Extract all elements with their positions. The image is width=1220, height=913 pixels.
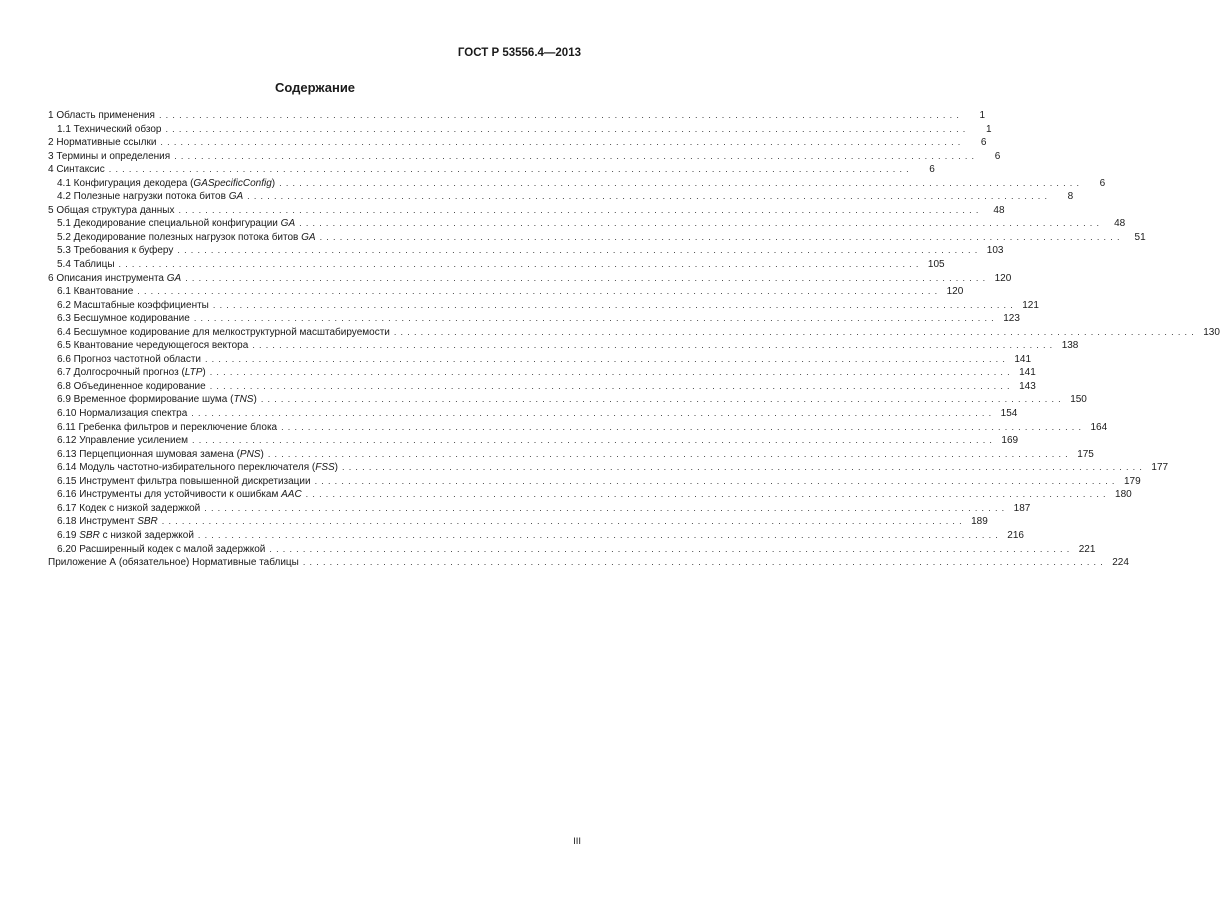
toc-entry-page: 150 xyxy=(1070,394,1087,406)
toc-entry-page: 169 xyxy=(1001,435,1019,447)
toc-entry-page: 189 xyxy=(971,516,988,528)
dot-leader: ........................................................................................................................ xyxy=(209,367,1014,378)
toc-entry-title: 6.15 Инструмент фильтра повышенной дискретизации xyxy=(57,475,311,487)
toc-entry-title: 6.19 SBR с низкой задержкой xyxy=(57,529,194,541)
toc-entry-title: 6 Описания инструмента GA xyxy=(48,272,182,284)
toc-entry[interactable] xyxy=(48,258,945,272)
dot-leader: ........................................................................................................................ xyxy=(209,380,1014,391)
toc-entry-page: 48 xyxy=(1114,218,1126,230)
toc-entry[interactable] xyxy=(48,163,935,177)
dot-leader: ........................................................................................................................ xyxy=(269,543,1074,554)
toc-entry[interactable] xyxy=(48,190,1074,204)
dot-leader: ........................................................................................................................ xyxy=(158,110,964,120)
toc-entry[interactable] xyxy=(48,434,1019,448)
toc-entry-title: 6.4 Бесшумное кодирование для мелкоструктурной масштабируемости xyxy=(57,326,390,338)
toc-entry[interactable] xyxy=(48,461,1169,475)
toc-entry-page: 143 xyxy=(1019,380,1036,392)
toc-entry-title: 6.1 Квантование xyxy=(57,286,134,298)
toc-entry[interactable] xyxy=(48,123,992,137)
toc-entry-page: 121 xyxy=(1022,299,1039,311)
document-header: ГОСТ Р 53556.4—2013 xyxy=(457,47,581,59)
dot-leader: ........................................................................................................................ xyxy=(305,489,1110,500)
toc-entry[interactable] xyxy=(48,475,1141,489)
toc-entry-title: 5.3 Требования к буферу xyxy=(57,245,174,257)
toc-entry[interactable] xyxy=(48,393,1087,407)
toc-entry-title: 6.6 Прогноз частотной области xyxy=(57,353,201,365)
toc-entry-page: 221 xyxy=(1078,543,1096,555)
toc-entry[interactable] xyxy=(48,231,1146,245)
toc-entry-title: 6.7 Долгосрочный прогноз (LTP) xyxy=(57,367,206,379)
toc-entry[interactable] xyxy=(48,244,1004,258)
toc-entry-page: 138 xyxy=(1061,340,1079,352)
toc-entry[interactable] xyxy=(48,109,986,123)
toc-entry-title: 6.8 Объединенное кодирование xyxy=(57,380,206,392)
toc-entry-title: 6.13 Перцепционная шумовая замена (PNS) xyxy=(57,448,264,460)
toc-entry-page: 1 xyxy=(985,123,992,135)
toc-entry[interactable] xyxy=(48,312,1020,326)
dot-leader: ........................................................................................................................ xyxy=(342,462,1147,473)
toc-entry[interactable] xyxy=(48,177,1106,191)
toc-entry-title: 4.1 Конфигурация декодера (GASpecificConfig) xyxy=(57,177,276,189)
toc-entry-page: 1 xyxy=(979,110,986,121)
dot-leader: ........................................................................................................................ xyxy=(193,313,998,324)
toc-entry[interactable] xyxy=(48,272,1012,286)
dot-leader: ........................................................................................................................ xyxy=(247,191,1052,202)
toc-entry-title: Приложение А (обязательное) Нормативные таблицы xyxy=(48,557,299,569)
toc-entry-title: 5.4 Таблицы xyxy=(57,259,115,271)
toc-entry[interactable] xyxy=(48,407,1018,421)
toc-entry-title: 6.2 Масштабные коэффициенты xyxy=(57,299,209,311)
toc-entry[interactable] xyxy=(48,515,988,529)
toc-entry-page: 177 xyxy=(1151,462,1169,474)
toc-entry-title: 4.2 Полезные нагрузки потока битов GA xyxy=(57,191,244,203)
dot-leader: ........................................................................................................................ xyxy=(192,435,997,446)
dot-leader: ........................................................................................................................ xyxy=(165,123,970,134)
toc-entry[interactable] xyxy=(48,529,1024,543)
toc-entry[interactable] xyxy=(48,366,1036,380)
dot-leader: ........................................................................................................................ xyxy=(204,353,1010,364)
toc-entry-title: 6.20 Расширенный кодек с малой задержкой xyxy=(57,543,266,555)
toc-entry-title: 5 Общая структура данных xyxy=(48,204,175,216)
table-of-contents xyxy=(48,109,1220,570)
dot-leader: ........................................................................................................................ xyxy=(118,259,923,270)
toc-entry-page: 141 xyxy=(1019,367,1036,379)
toc-entry-title: 2 Нормативные ссылки xyxy=(48,137,157,149)
toc-entry[interactable] xyxy=(48,502,1031,516)
toc-entry-title: 6.9 Временное формирование шума (TNS) xyxy=(57,394,257,406)
toc-entry[interactable] xyxy=(48,339,1079,353)
toc-entry-page: 224 xyxy=(1112,557,1129,569)
toc-entry-page: 6 xyxy=(980,137,987,149)
toc-entry-title: 6.16 Инструменты для устойчивости к ошибкам AAC xyxy=(57,489,302,501)
dot-leader: ........................................................................................................................ xyxy=(161,516,966,527)
toc-entry-page: 103 xyxy=(986,245,1004,257)
toc-entry-page: 8 xyxy=(1067,191,1074,203)
toc-entry-title: 4 Синтаксис xyxy=(48,164,105,176)
dot-leader: ........................................................................................................................ xyxy=(108,164,913,175)
toc-entry-page: 180 xyxy=(1115,489,1132,501)
toc-entry-title: 6.17 Кодек с низкой задержкой xyxy=(57,502,201,514)
toc-entry[interactable] xyxy=(48,136,987,150)
dot-leader: ........................................................................................................................ xyxy=(281,421,1086,432)
dot-leader: ........................................................................................................................ xyxy=(302,557,1107,568)
toc-entry-page: 141 xyxy=(1014,353,1032,365)
toc-entry-title: 6.14 Модуль частотно-избирательного переключателя (FSS) xyxy=(57,462,339,474)
page-title: Содержание xyxy=(274,80,356,95)
toc-entry-title: 6.10 Нормализация спектра xyxy=(57,408,188,420)
toc-entry-page: 187 xyxy=(1013,502,1031,514)
toc-entry[interactable] xyxy=(48,217,1126,231)
toc-entry[interactable] xyxy=(48,204,1005,218)
toc-entry-title: 6.5 Квантование чередующегося вектора xyxy=(57,340,249,352)
toc-entry-title: 6.18 Инструмент SBR xyxy=(57,516,158,528)
toc-entry-page: 130 xyxy=(1203,326,1220,338)
dot-leader: ........................................................................................................................ xyxy=(178,204,983,215)
dot-leader: ........................................................................................................................ xyxy=(197,529,1002,540)
dot-leader: ........................................................................................................................ xyxy=(299,218,1104,229)
toc-entry-title: 1.1 Технический обзор xyxy=(57,123,162,135)
toc-entry-title: 6.12 Управление усилением xyxy=(57,435,189,447)
toc-entry[interactable] xyxy=(48,421,1108,435)
toc-entry-title: 6.3 Бесшумное кодирование xyxy=(57,313,190,325)
dot-leader: ........................................................................................................................ xyxy=(212,299,1017,310)
dot-leader: ........................................................................................................................ xyxy=(393,326,1198,337)
toc-entry[interactable] xyxy=(48,380,1036,394)
toc-entry-page: 164 xyxy=(1090,421,1108,433)
dot-leader: ........................................................................................................................ xyxy=(185,272,990,283)
dot-leader: ........................................................................................................................ xyxy=(177,245,982,256)
dot-leader: ........................................................................................................................ xyxy=(314,475,1119,486)
toc-entry-page: 6 xyxy=(1099,177,1106,189)
toc-entry-page: 6 xyxy=(994,150,1001,162)
toc-entry[interactable] xyxy=(48,448,1094,462)
dot-leader: ........................................................................................................................ xyxy=(319,231,1124,242)
toc-entry-page: 123 xyxy=(1003,313,1020,325)
toc-entry-title: 3 Термины и определения xyxy=(48,150,171,162)
dot-leader: ........................................................................................................................ xyxy=(160,137,965,148)
page-number: III xyxy=(573,836,581,847)
dot-leader: ........................................................................................................................ xyxy=(260,394,1065,405)
toc-entry[interactable] xyxy=(48,488,1132,502)
toc-entry-page: 120 xyxy=(946,286,964,298)
toc-entry-title: 5.2 Декодирование полезных нагрузок потока битов GA xyxy=(57,231,316,243)
toc-entry[interactable] xyxy=(48,150,1001,164)
toc-entry-page: 6 xyxy=(929,164,935,176)
toc-entry-page: 51 xyxy=(1134,231,1146,243)
toc-entry-title: 1 Область применения xyxy=(48,110,155,121)
dot-leader: ........................................................................................................................ xyxy=(204,502,1009,513)
toc-entry[interactable] xyxy=(48,299,1039,313)
toc-entry[interactable] xyxy=(48,353,1032,367)
toc-entry-title: 6.11 Гребенка фильтров и переключение блока xyxy=(57,421,278,433)
toc-entry-page: 105 xyxy=(927,259,945,271)
toc-entry-page: 179 xyxy=(1123,475,1141,487)
toc-entry-page: 175 xyxy=(1077,448,1094,460)
dot-leader: ........................................................................................................................ xyxy=(191,408,996,419)
toc-entry-page: 216 xyxy=(1007,529,1024,541)
toc-entry-title: 5.1 Декодирование специальной конфигурации GA xyxy=(57,218,296,230)
toc-entry[interactable] xyxy=(48,326,1220,340)
dot-leader: ........................................................................................................................ xyxy=(137,286,942,297)
toc-entry[interactable] xyxy=(48,285,964,299)
toc-entry-page: 154 xyxy=(1000,408,1018,420)
toc-entry-page: 120 xyxy=(994,272,1012,284)
toc-entry[interactable] xyxy=(48,556,1129,570)
dot-leader: ........................................................................................................................ xyxy=(267,448,1072,459)
dot-leader: ........................................................................................................................ xyxy=(174,150,979,161)
toc-entry[interactable] xyxy=(48,543,1096,557)
dot-leader: ........................................................................................................................ xyxy=(252,340,1057,351)
dot-leader: ........................................................................................................................ xyxy=(279,177,1084,188)
toc-entry-page: 48 xyxy=(993,204,1005,216)
